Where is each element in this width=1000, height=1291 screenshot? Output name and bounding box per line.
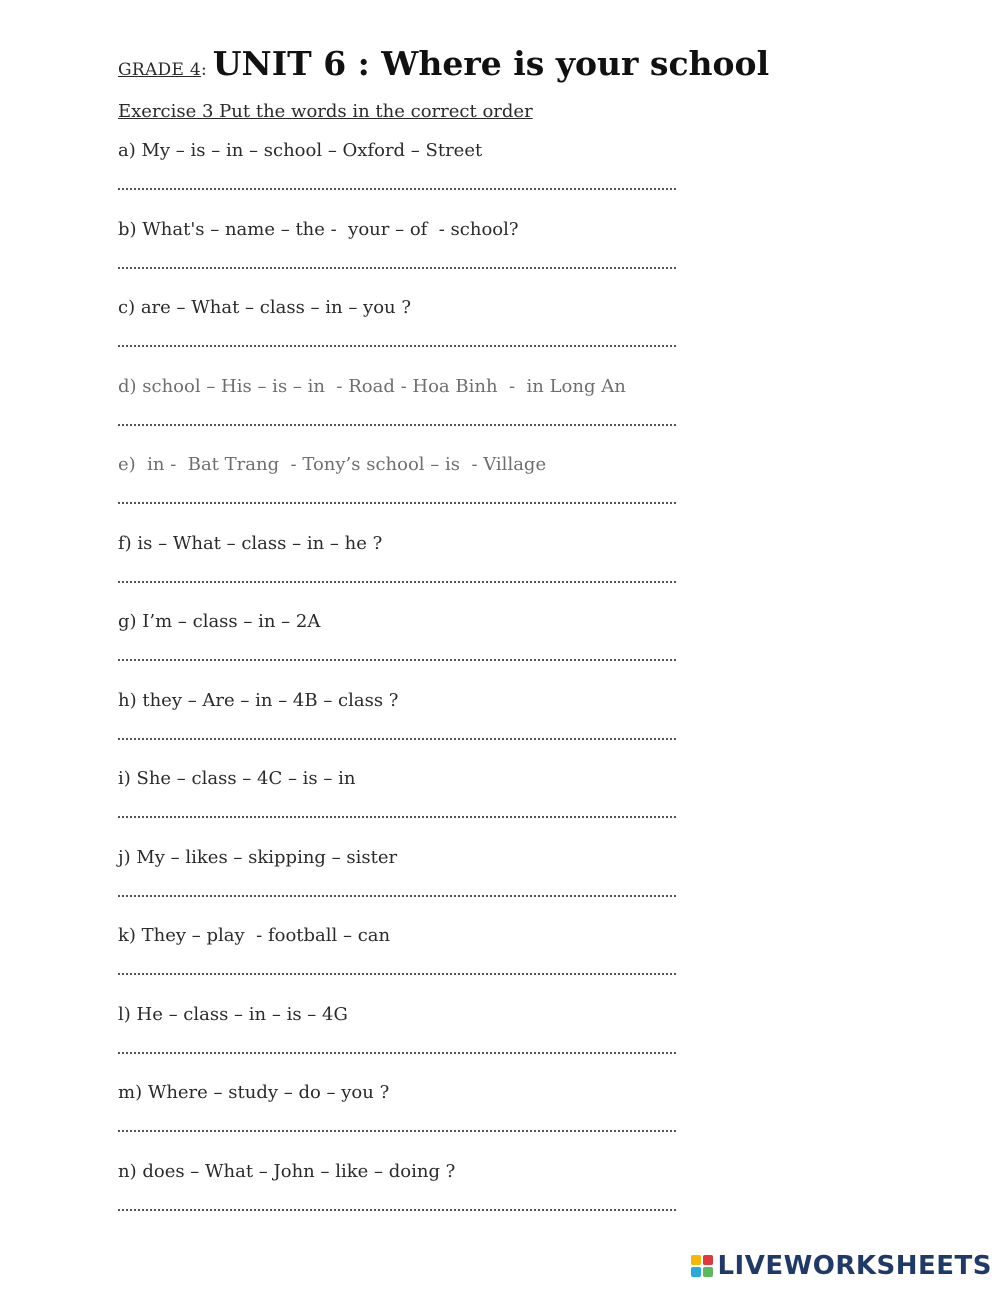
- exercise-item: [118, 376, 688, 455]
- logo-square: [691, 1255, 701, 1265]
- brand-name: LIVEWORKSHEETS: [717, 1251, 992, 1281]
- answer-line[interactable]: [118, 973, 676, 975]
- exercise-prompt: g) I’m – class – in – 2A: [118, 611, 321, 632]
- answer-line[interactable]: [118, 424, 676, 426]
- exercise-prompt: n) does – What – John – like – doing ?: [118, 1160, 456, 1182]
- exercise-prompt: k) They – play - football – can: [118, 925, 391, 946]
- liveworksheets-brand: [691, 1251, 992, 1281]
- answer-line[interactable]: [118, 738, 676, 740]
- answer-line[interactable]: [118, 1209, 676, 1211]
- exercise-prompt: b) What's – name – the - your – of - school?: [118, 218, 519, 240]
- exercise-item: [118, 219, 688, 298]
- answer-line[interactable]: [118, 816, 676, 818]
- exercise-item: [118, 847, 688, 926]
- answer-line[interactable]: [118, 659, 676, 661]
- exercise-instruction: Exercise 3 Put the words in the correct order: [118, 101, 533, 122]
- exercise-item: [118, 1082, 688, 1161]
- answer-line[interactable]: [118, 267, 676, 269]
- grade-label: GRADE 4: [118, 60, 202, 80]
- worksheet-title: [118, 44, 769, 83]
- exercise-prompt: i) She – class – 4C – is – in: [118, 768, 356, 789]
- logo-square: [703, 1255, 713, 1265]
- exercise-prompt: f) is – What – class – in – he ?: [118, 532, 383, 554]
- answer-line[interactable]: [118, 502, 676, 504]
- exercise-list: [118, 140, 688, 1239]
- exercise-item: [118, 611, 688, 690]
- exercise-prompt: j) My – likes – skipping – sister: [118, 846, 398, 868]
- answer-line[interactable]: [118, 581, 676, 583]
- exercise-prompt: m) Where – study – do – you ?: [118, 1082, 390, 1103]
- grade-colon: :: [201, 60, 207, 80]
- exercise-item: [118, 925, 688, 1004]
- answer-line[interactable]: [118, 345, 676, 347]
- exercise-item: [118, 297, 688, 376]
- logo-square: [703, 1267, 713, 1277]
- exercise-prompt: d) school – His – is – in - Road - Hoa Binh - in Long An: [118, 375, 626, 397]
- exercise-prompt: l) He – class – in – is – 4G: [118, 1003, 348, 1025]
- exercise-item: [118, 1004, 688, 1083]
- exercise-prompt: e) in - Bat Trang - Tony’s school – is - Village: [118, 454, 547, 475]
- exercise-item: [118, 768, 688, 847]
- answer-line[interactable]: [118, 895, 676, 897]
- exercise-item: [118, 140, 688, 219]
- liveworksheets-logo-icon: [691, 1255, 713, 1277]
- exercise-prompt: c) are – What – class – in – you ?: [118, 297, 412, 318]
- logo-square: [691, 1267, 701, 1277]
- exercise-prompt: a) My – is – in – school – Oxford – Street: [118, 140, 483, 161]
- exercise-prompt: h) they – Are – in – 4B – class ?: [118, 689, 399, 711]
- answer-line[interactable]: [118, 1052, 676, 1054]
- answer-line[interactable]: [118, 1130, 676, 1132]
- exercise-item: [118, 454, 688, 533]
- answer-line[interactable]: [118, 188, 676, 190]
- exercise-item: [118, 690, 688, 769]
- exercise-item: [118, 1161, 688, 1240]
- exercise-item: [118, 533, 688, 612]
- unit-title: UNIT 6 : Where is your school: [212, 44, 770, 83]
